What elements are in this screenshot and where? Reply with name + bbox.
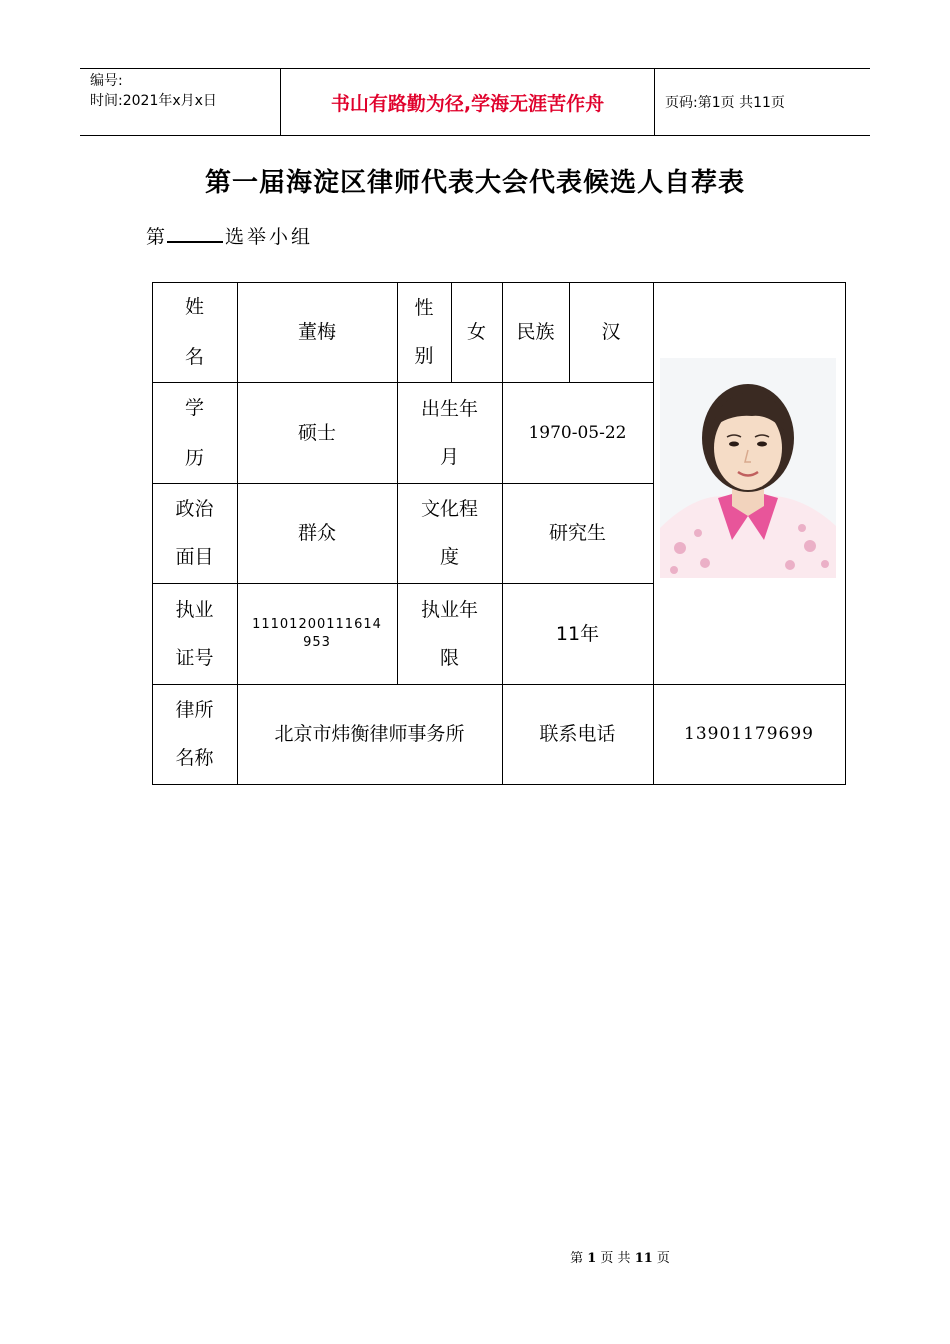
group-blank: [167, 223, 223, 243]
ethnicity-value: 汉: [601, 321, 621, 343]
gender-value: 女: [466, 321, 486, 343]
footer-mid: 页 共: [600, 1251, 631, 1266]
page-footer: [0, 1247, 950, 1266]
form-border-right: [845, 282, 846, 785]
firm-label-line2: 名称: [175, 747, 214, 769]
birth-label-line2: 月: [439, 445, 459, 468]
birth-label-line1: 出生年: [420, 397, 478, 420]
culture-label-line2: 度: [439, 546, 459, 568]
footer-total: 11: [634, 1251, 653, 1266]
gender-label: [397, 282, 451, 382]
license-value-cell: [237, 583, 397, 684]
license-label-line2: 证号: [175, 646, 214, 669]
gender-label-line1: 性: [414, 297, 434, 319]
header-motto: 书山有路勤为径,学海无涯苦作舟: [281, 69, 655, 135]
header-meta: [80, 69, 281, 135]
header-page-info: 页码:第1页 共11页: [665, 95, 785, 111]
license-label-line1: 执业: [175, 598, 214, 621]
culture-label-line1: 文化程: [420, 498, 478, 520]
birth-label: [397, 382, 502, 483]
name-value: 董梅: [297, 321, 336, 343]
political-value: 群众: [297, 522, 336, 544]
footer-pre: 第: [570, 1251, 584, 1266]
firm-label: [152, 684, 237, 784]
years-label-line1: 执业年: [420, 598, 478, 621]
candidate-photo: [660, 358, 836, 578]
candidate-form: [152, 282, 846, 785]
political-label-line1: 政治: [175, 498, 214, 520]
gender-label-line2: 别: [414, 345, 434, 367]
ethnicity-label: 民族: [516, 321, 555, 343]
political-label: [152, 483, 237, 583]
document-header: [80, 68, 870, 136]
document-title: 第一届海淀区律师代表大会代表候选人自荐表: [204, 168, 745, 198]
years-label-line2: 限: [439, 646, 459, 669]
birth-value: 1970-05-22: [528, 422, 627, 443]
phone-label: 联系电话: [539, 723, 616, 745]
header-time: 时间:2021年x月x日: [90, 93, 217, 109]
license-label: [152, 583, 237, 684]
form-border-bottom: [152, 784, 846, 785]
years-value: 11年: [555, 622, 600, 645]
group-prefix: 第: [146, 226, 166, 248]
education-label: 学历: [184, 396, 228, 469]
header-number: 编号:: [90, 73, 123, 89]
years-label: [397, 583, 502, 684]
group-suffix: 选举小组: [225, 226, 314, 248]
group-line: [146, 222, 313, 249]
firm-value: 北京市炜衡律师事务所: [274, 723, 465, 745]
footer-page: 1: [587, 1251, 597, 1266]
firm-label-line1: 律所: [175, 699, 214, 721]
footer-post: 页: [656, 1251, 670, 1266]
education-value: 硕士: [297, 421, 336, 444]
license-value: 11101200111614953: [252, 616, 382, 650]
culture-value: 研究生: [548, 522, 606, 544]
name-label: 姓名: [184, 296, 228, 368]
phone-value: 13901179699: [684, 724, 814, 744]
political-label-line2: 面目: [175, 546, 214, 568]
culture-label: [397, 483, 502, 583]
